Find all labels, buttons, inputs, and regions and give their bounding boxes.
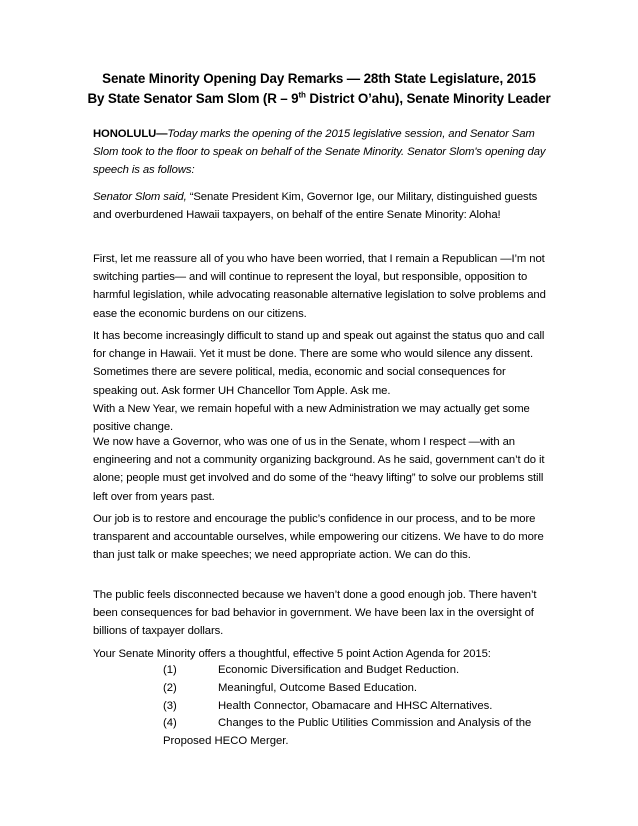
dateline: HONOLULU— [93, 128, 168, 140]
title-line-2-prefix: By State Senator Sam Slom (R – 9 [87, 91, 299, 106]
list-item-number: (4) [163, 717, 177, 730]
speaker-lead: Senator Slom said, [93, 191, 187, 203]
intro-text: Today marks the opening of the 2015 legislative session, and Senator Sam Slom took to the floor to speak on behalf of the Senate Minority. Senator Slom's opening day speech is as follows: [93, 128, 546, 177]
speech-paragraph-3 [93, 327, 549, 436]
speech-paragraph-1 [93, 188, 549, 224]
document-subtitle [80, 91, 558, 106]
speech-paragraph-5 [93, 510, 549, 565]
title-line-1: Senate Minority Opening Day Remarks — 28th State Legislature, 2015 [102, 71, 536, 86]
action-agenda-list [93, 662, 553, 751]
intro-paragraph [93, 125, 549, 180]
paragraph-4-text: We now have a Governor, who was one of us in the Senate, whom I respect —with an engineering and not a community organizing background. As he said, government can’t do it alone; people must get involved and do some of the “heavy lifting” to solve our problems still left over from years past. [93, 436, 545, 503]
list-item-text: Meaningful, Outcome Based Education. [218, 681, 418, 694]
paragraph-6-text: The public feels disconnected because we haven’t done a good enough job. There haven’t been consequences for bad behavior in government. We have been lax in the oversight of billions of taxpayer dollars. [93, 589, 537, 638]
list-item-text: Changes to the Public Utilities Commission and Analysis of the [218, 717, 532, 730]
speech-paragraph-6 [93, 586, 549, 641]
list-item [93, 698, 553, 716]
paragraph-7-text: Your Senate Minority offers a thoughtful, effective 5 point Action Agenda for 2015: [93, 648, 491, 660]
paragraph-3-text: It has become increasingly difficult to stand up and speak out against the status quo and call for change in Hawaii. Yet it must be done. There are some who would silence any dissent. Sometimes there are severe political, media, economic and social consequences for speaking out. Ask former UH Chancellor Tom Apple. Ask me. [93, 330, 545, 397]
speech-paragraph-2 [93, 250, 549, 323]
title-line-2-suffix: District O’ahu), Senate Minority Leader [305, 91, 551, 106]
list-item-number: (1) [163, 664, 177, 676]
list-item-continuation [93, 733, 553, 751]
list-item-continuation-text: Proposed HECO Merger. [163, 735, 289, 748]
speech-paragraph-7 [93, 645, 549, 663]
list-item [93, 680, 553, 698]
list-item [93, 662, 553, 680]
list-item-text: Economic Diversification and Budget Reduction. [218, 664, 460, 676]
paragraph-3b-text: With a New Year, we remain hopeful with a new Administration we may actually get some positive change. [93, 402, 530, 434]
paragraph-2-text: First, let me reassure all of you who have been worried, that I remain a Republican —I’m not switching parties— and will continue to represent the loyal, but responsible, opposition to harmful legislation, while advocating reasonable alternative legislation to solve problems and ease the economic burdens on our citizens. [93, 253, 546, 320]
paragraph-5-text: Our job is to restore and encourage the public’s confidence in our process, and to be more transparent and accountable ourselves, while empowering our citizens. We have to do more than just talk or make speeches; we need appropriate action. We can do this. [93, 513, 544, 562]
list-item-number: (3) [163, 699, 177, 712]
speech-paragraph-4 [93, 433, 549, 506]
paragraph-1-text: “Senate President Kim, Governor Ige, our Military, distinguished guests and overburdened Hawaii taxpayers, on behalf of the entire Senate Minority: Aloha! [93, 191, 538, 222]
list-item-number: (2) [163, 681, 177, 694]
list-item [93, 715, 553, 733]
list-item-text: Health Connector, Obamacare and HHSC Alternatives. [218, 699, 493, 712]
title-line-2-sup: th [298, 90, 306, 100]
document-title [80, 71, 558, 86]
